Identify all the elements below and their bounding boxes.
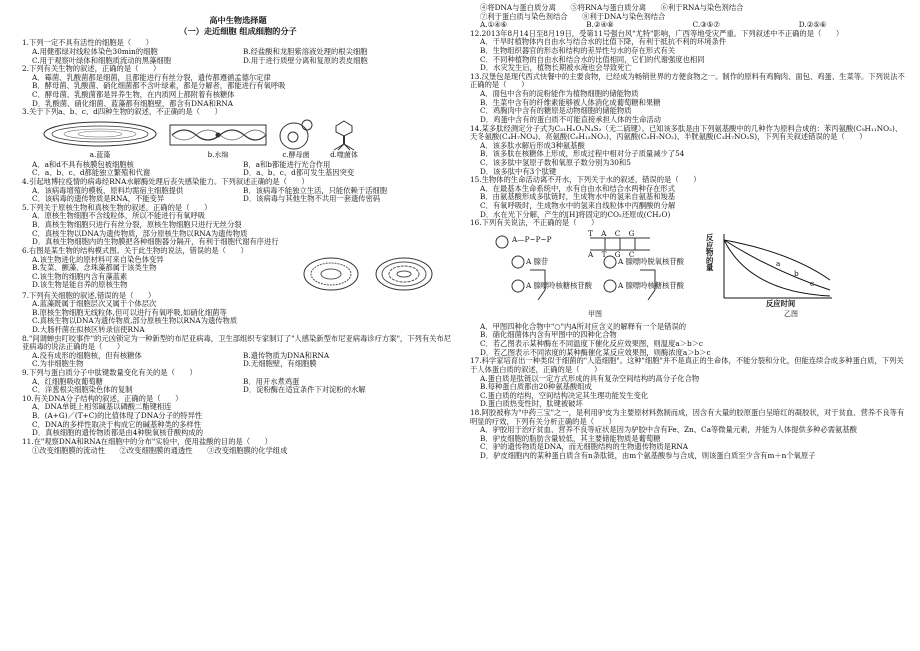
left-column [22,4,454,455]
ribonucleotide-label-2: A 腺嘌呤核糖核苷酸 [618,280,684,290]
option-b: B.每种蛋白质都由20种氨基酸组成 [480,382,592,392]
question-stem: 4.引起地博拉疫情的病毒经RNA水解酶处理后丧失感染能力。下列叙述正确的是（ ） [22,177,309,187]
option-d: D．a、b、c、d都可发生基因突变 [243,168,355,178]
option-d: D.大肠杆菌在拟核区转录信使RNA [32,324,145,334]
option-d: D．真核细胞的遗传物质都是由4种脱氧核苷酸构成的 [32,428,204,438]
question-stem: 9.下列与蛋白质分子中肽键数量变化有关的是（ ） [22,368,197,378]
option-d: D.用于进行质壁分离和复原的表皮细胞 [243,55,368,65]
option-a: A.该生物进化的原材料可来自染色体变异 [32,254,164,264]
option-b: B.经盐酸和龙胆紫溶液处理的根尖细胞 [243,46,368,56]
question-stem: 10.有关DNA分子结构的叙述，正确的是（ ） [22,393,183,403]
statement-line: ④将DNA与蛋白质分离 ⑤将RNA与蛋白质分离 ⑥利于RNA与染色剂结合 [480,3,744,12]
question-2 [22,65,454,108]
question-16 [470,219,905,357]
question-10 [22,395,454,438]
question-17 [470,357,905,409]
option-a: A.没有成形的细胞核，但有核糖体 [32,350,142,360]
cell-diagram-side [302,256,360,292]
option-c: C．DNA的多样性取决于构成它的碱基种类的多样性 [32,419,202,429]
question-7 [22,292,454,335]
atp-label: A—P~P~P [512,234,552,244]
question-8 [22,335,454,369]
question-stem: 16.下列有关说法，不正确的是（ ） [470,218,599,228]
option-d: D.蛋白质热变性时，肽键被破坏 [480,399,583,409]
question-14 [470,125,905,177]
option-a: A.蛋白质是肽链以一定方式形成的具有复杂空间结构的高分子化合物 [480,373,700,383]
organism-structure-figure [302,256,434,292]
option-d: D．水灾发生后，植物长期被水淹也会导致死亡 [480,63,632,73]
cell-diagram-section [374,256,434,292]
option-c: C．洋葱根尖细胞染色体的复制 [32,385,133,395]
option-c: C.蛋白质的结构，空间结构决定其生理功能发生变化 [480,390,649,400]
figure-jia [490,230,700,320]
question-stem: 13.汉堡包是现代西式快餐中的主要食物，已经成为畅销世界的方便食物之一。制作的原料有鸡胸肉、面包、鸡蛋、生菜等。下列说法不正确的是（ ） [470,71,905,90]
option-c: C．该多肽中氢原子数和氧原子数分别为30和5 [480,157,631,167]
option-a: A．红细胞吸收葡萄糖 [32,376,103,386]
option-d: D．鸡蛋中含有的蛋白质不可能直接承担人体的生命活动 [480,114,661,124]
option-d: D．若乙图表示不同浓度的某种酶催化某反应效果图，则酶浓度a＞b＞c [480,347,711,357]
option-a: A．DNA单链上相邻碱基以磷酸二酯键相连 [32,402,172,412]
question-stem: 7.下列有关细胞的叙述,错误的是（ ） [22,290,156,300]
y-axis-label: 反应物的量 [706,232,714,273]
question-13 [470,73,905,125]
dna-strand-bottom: A T G C [588,249,638,259]
enzyme-curve-chart [720,232,835,308]
page-title: 高中生物选择题 [209,15,267,25]
option-d: D．淀粉酶在适宜条件下对淀粉的水解 [243,385,366,395]
question-1 [22,39,454,65]
option-c: C．若乙图表示某种酶在不同温度下催化反应效果图，则温度a＞b＞c [480,339,704,349]
figure-caption: 甲图 [588,309,602,318]
option-b: B．真核生物细胞只进行有丝分裂，原核生物细胞只进行无丝分裂 [32,220,242,230]
option-c: C．驴的遗传物质是DNA，而无细胞结构的生物遗传物质是RNA [480,442,689,452]
bacteriophage-diagram [324,119,364,151]
statement-line: ⑦利于蛋白质与染色剂结合 ⑧利于DNA与染色剂结合 [480,11,666,21]
option-a: A.蓝藻既属于细胞层次又属于个体层次 [32,299,157,309]
option-d: D．驴皮细胞内的某种蛋白质含有n条肽链，由m个氨基酸参与合成，则该蛋白质至少含有m＋n个氧原子 [480,450,816,460]
option-d: D．水在光下分解，产生的[H]将固定的CO₂还原成(CH₂O) [480,209,671,219]
option-b: B.原核生物细胞无线粒体,但可以进行有氧呼吸,如硝化细菌等 [32,307,227,317]
question-stem: 5.下列关于原核生物和真核生物的叙述，正确的是（ ） [22,202,212,212]
curve-label-b: b [794,268,799,278]
figure-label: a.蓝藻 [89,150,111,159]
figure-label: b.水绵 [207,150,229,159]
option-a: A．霉菌、乳酸菌都是细菌，且都能进行有丝分裂，遗传都遵循孟德尔定律 [32,72,271,82]
option-a: A．原核生物细胞不含线粒体，所以不能进行有氧呼吸 [32,211,206,221]
figure-yi [706,230,836,320]
question-stem: 15.生物体的生命活动离不开水，下列关于水的叙述，错误的是（ ） [470,175,701,185]
option-b: B．(A+G)／(T+C)的比值体现了DNA分子的特异性 [32,411,203,421]
option-c: C．该病毒的遗传物质是RNA，不能变异 [32,194,165,204]
question-stem: 2.下列有关生物的叙述，正确的是（ ） [22,64,161,74]
question-15 [470,176,905,219]
option-b: B．该多肽在核糖体上形成，形成过程中相对分子质量减少了54 [480,149,685,159]
question-6 [22,247,454,292]
question-stem: 3.关于下列a、b、c、d四种生物的叙述，不正确的是（ ） [22,107,222,117]
question-stem: 17.科学家培育出一种类似于细菌的"人造细胞"。这种"细胞"并不是真正的生命体，不能分裂和分化，但能连续合成多种蛋白质，下列关于人体蛋白质的叙述，正确的是（ ） [470,356,904,374]
curve-label-c: c [810,278,815,288]
option-c: C．a、b、c、d都能独立繁殖和代谢 [32,168,151,178]
option-c: C.该生物的细胞内含有藻蓝素 [32,271,128,281]
organism-figures [40,119,454,159]
option-c: C．鸡胸肉中含有的糖原是动物细胞的储能物质 [480,106,632,116]
figure-caption: 乙图 [784,309,798,318]
question-5 [22,204,454,247]
question-12 [470,30,905,73]
curve-label-a: a [776,258,781,268]
figure-a [40,119,160,159]
option-b: B．生物组织器官的形态和结构的差异性与水的存在形式有关 [480,46,676,56]
option-b: B．a和b都能进行光合作用 [243,159,331,169]
deoxynucleotide-label: A 腺嘌呤脱氧核苷酸 [618,256,684,266]
option-d: D．真核生物细胞内的生物膜把各种细胞器分隔开，有利于细胞代谢有序进行 [32,237,279,247]
option-c: C.为非细胞生物 [32,359,84,369]
figure-b [168,119,268,159]
figure-d [324,119,364,159]
option-d: D.②⑤⑥ [798,20,827,30]
question-stem: 11.在"观察DNA和RNA在细胞中的分布"实验中，使用盐酸的目的是（ ） [22,436,272,446]
figure-label: d.噬菌体 [330,150,358,159]
option-b: B.②④⑧ [586,20,614,30]
option-a: A.用健那绿对线粒体染色30min的细胞 [32,46,158,56]
option-a: A．在最基本生命系统中，水有自由水和结合水两种存在形式 [480,183,675,193]
option-b: B.遗传物质为DNA和RNA [243,350,330,360]
question-4 [22,178,454,204]
spirogyra-diagram [168,119,268,151]
option-d: D.该生物是能自养的原核生物 [32,280,128,290]
question-3 [22,108,454,178]
figure-c [276,119,316,159]
q16-figures [490,230,905,322]
option-c: C．真核生物以DNA为遗传物质，部分原核生物以RNA为遗传物质 [32,228,248,238]
option-c: C．不同种植物的自由水和结合水的比值相同，它们的代谢强度也相同 [480,54,705,64]
option-b: B.发菜、颤藻、念珠藻都属于该类生物 [32,263,157,273]
question-11 [22,438,454,455]
section-subtitle: （一）走近细胞 组成细胞的分子 [179,25,297,36]
question-stem: 18.阿胶被称为"中药三宝"之一，是利用驴皮为主要原材料熬制而成，因含有大量的胶原蛋白呈暗红的凝胶状，对于贫血、营养不良等有明显的疗效，下列有关分析正确的是（ ） [470,407,905,426]
question-9 [22,369,454,395]
option-c: C.用于观察叶绿体和细胞质流动的黑藻细胞 [32,55,171,65]
option-c: C.真核生物以DNA为遗传物质,部分原核生物以RNA为遗传物质 [32,316,238,326]
figure-label: c.酵母菌 [282,150,310,159]
option-b: B．酵母菌、乳酸菌、硝化细菌都不含叶绿素，都是分解者，都能进行有氧呼吸 [32,81,286,91]
question-stem: 6.右图是某生物的结构模式图。关于此生物的说法，错误的是（ ） [22,245,248,255]
x-axis-label: 反应时间 [766,298,796,308]
question-11-continued [470,4,905,30]
option-b: B．用开水煮鸡蛋 [243,376,300,386]
question-stem: 14.某多肽经测定分子式为C₂₁HₓOᵧN₄S₂（无二硫键）。已知该多肽是由下列氨基酸中的几种作为原料合成的：苯丙氨酸(C₉H₁₁NO₂)、天冬氨酸(C₄H₇NO₄)、亮氨酸(C₆H₁₃NO₂)、丙氨酸(C₃H₇NO₂)、半胱氨酸(C₃H₇NO₂S)，下列有关叙述错误的是（ ） [470,123,903,142]
option-b: B．由氨基酸形成多肽链时，生成物水中的氢来自氨基和羧基 [480,192,676,202]
question-stem: 12.2013年8月14日至8月19日，受第11号强台风"尤特"影响，广西等地受灾严重。下列叙述中不正确的是（ ） [470,28,844,38]
option-d: D．乳酸菌、硝化细菌、蓝藻都有细胞壁，都含有DNA和RNA [32,98,234,108]
cyanobacteria-diagram [40,119,160,151]
statement-line: ①改变细胞膜的流动性 ②改变细胞膜的通透性 ③改变细胞膜的化学组成 [32,445,288,455]
yeast-diagram [276,119,316,151]
question-stem: 1.下列一定不具有活性的细胞是（ ） [22,38,154,48]
option-b: B．该病毒不能独立生活，只能依赖于活细胞 [243,185,388,195]
option-a: A.①④⑥ [480,20,508,30]
dna-strand-top: T A C G [588,228,638,238]
option-a: A．该病毒增殖的模板、原料均需宿主细胞提供 [32,185,184,195]
ribonucleotide-label-1: A 腺嘌呤核糖核苷酸 [526,280,592,290]
option-a: A．该多肽水解后形成3种氨基酸 [480,140,585,150]
option-a: A．甲图四种化合物中"○"内A所对应含义的解释有一个是错误的 [480,321,687,331]
option-a: A．a和d不具有核膜包被细胞核 [32,159,134,169]
question-stem: 8."间调蝉虫叮咬事件"的元凶锁定为一种新型的布尼亚病毒，卫生部组织专家制订了"人感染新型布尼亚病毒诊疗方案"，下列有关布尼亚病毒的说法正确的是（ ） [22,333,452,352]
question-18 [470,409,905,461]
option-b: B．驴皮细胞的脂肪含量较低，其主要储能物质是葡萄糖 [480,433,661,443]
option-d: D.无细胞壁，有细胞膜 [243,359,317,369]
option-d: D．该病毒与其他生物不共用一套遗传密码 [243,194,381,204]
adenosine-label: A 腺苷 [526,256,549,266]
option-b: B．生菜中含有的纤维素能够被人体消化成葡萄糖和果糖 [480,97,661,107]
option-a: A．面包中含有的淀粉能作为植物细胞的储能物质 [480,89,639,99]
option-a: A．干旱时植物体内自由水与结合水的比值下降，有利于抵抗不利的环境条件 [480,37,727,47]
option-a: A．驴胶用于治疗贫血、营养不良等症状是因为驴胶中含有Fe、Zn、Ca等微量元素，并能为人体提供多种必需氨基酸 [480,425,857,435]
option-c: C．酵母菌、乳酸菌都是异养生物，在内质网上都附着有核糖体 [32,90,235,99]
option-c: C.③⑤⑦ [692,20,720,30]
option-d: D．该多肽中有3个肽键 [480,166,557,176]
option-b: B．硝化细菌体内含有甲图中的四种化合物 [480,330,617,340]
option-c: C．有氧呼吸时，生成物水中的氢来自线粒体中丙酮酸的分解 [480,201,676,211]
right-column [470,4,905,461]
